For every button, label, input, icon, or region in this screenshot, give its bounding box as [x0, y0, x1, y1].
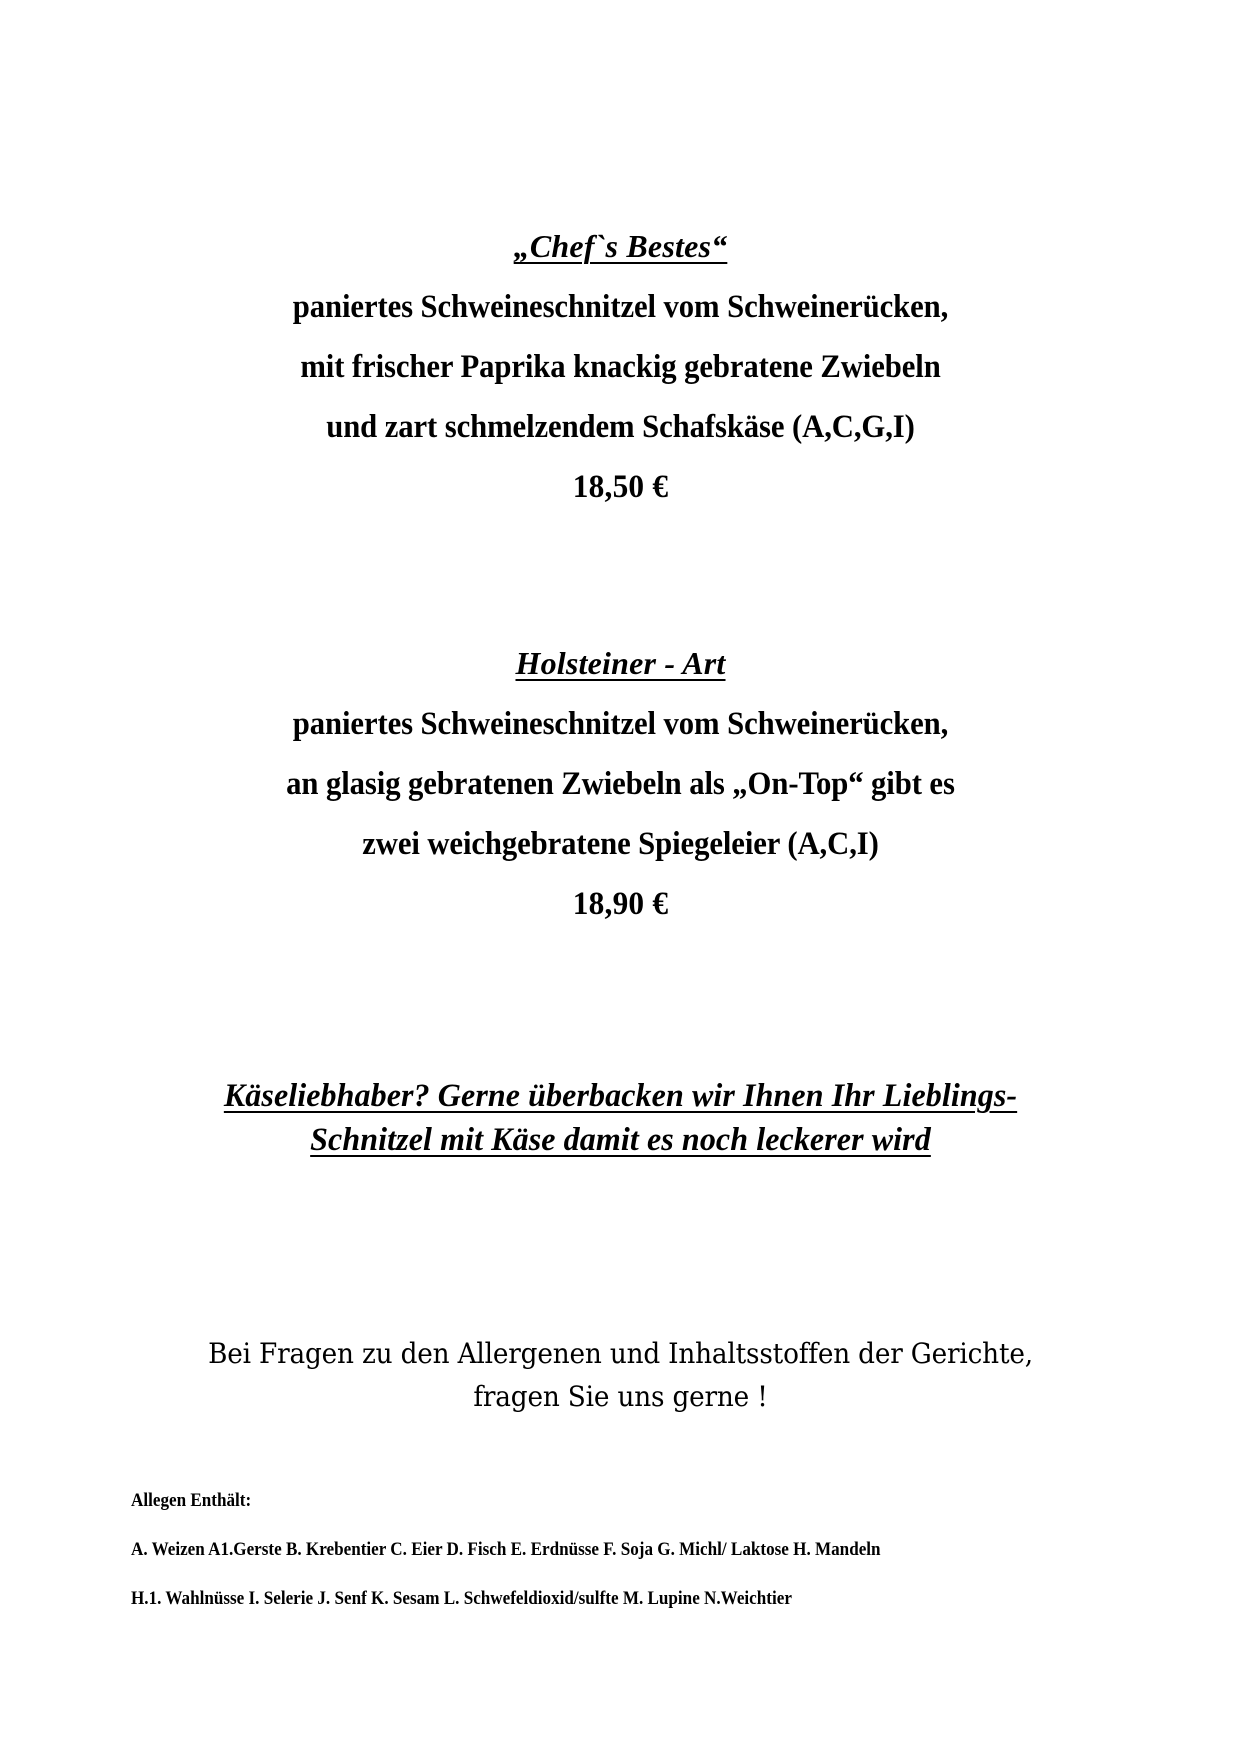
allergen-legend-heading: Allegen Enthält:	[131, 1490, 252, 1511]
dish-title: „Chef`s Bestes“	[513, 228, 728, 264]
dish-block-chefs-bestes	[0, 228, 1241, 504]
cheese-promo-block	[0, 1075, 1241, 1162]
cheese-promo-line: Schnitzel mit Käse damit es noch leckerer wird	[310, 1121, 931, 1158]
dish-description-line: paniertes Schweineschnitzel vom Schweinerücken,	[292, 705, 949, 742]
dish-price: 18,90 €	[572, 885, 669, 922]
dish-price: 18,50 €	[572, 468, 669, 505]
dish-description-line: und zart schmelzendem Schafskäse (A,C,G,I)	[326, 408, 915, 445]
cheese-promo-line: Käseliebhaber? Gerne überbacken wir Ihnen Ihr Lieblings-	[223, 1078, 1018, 1114]
dish-description-line: zwei weichgebratene Spiegeleier (A,C,I)	[362, 825, 879, 862]
allergen-note-line: fragen Sie uns gerne !	[473, 1380, 768, 1414]
allergen-question-note	[0, 1332, 1241, 1419]
dish-description-line: an glasig gebratenen Zwiebeln als „On-Top“ gibt es	[286, 765, 955, 802]
allergen-legend-line: H.1. Wahlnüsse I. Selerie J. Senf K. Sesam L. Schwefeldioxid/sulfte M. Lupine N.Weichtier	[131, 1588, 792, 1609]
dish-description-line: mit frischer Paprika knackig gebratene Zwiebeln	[300, 348, 941, 385]
dish-block-holsteiner-art	[0, 645, 1241, 921]
allergen-legend-line: A. Weizen A1.Gerste B. Krebentier C. Eier D. Fisch E. Erdnüsse F. Soja G. Michl/ Laktose H. Mandeln	[131, 1539, 881, 1560]
dish-title: Holsteiner - Art	[515, 645, 726, 681]
allergen-legend-block	[131, 1491, 1131, 1608]
dish-description-line: paniertes Schweineschnitzel vom Schweinerücken,	[292, 288, 949, 325]
allergen-note-line: Bei Fragen zu den Allergenen und Inhaltsstoffen der Gerichte,	[208, 1337, 1033, 1370]
